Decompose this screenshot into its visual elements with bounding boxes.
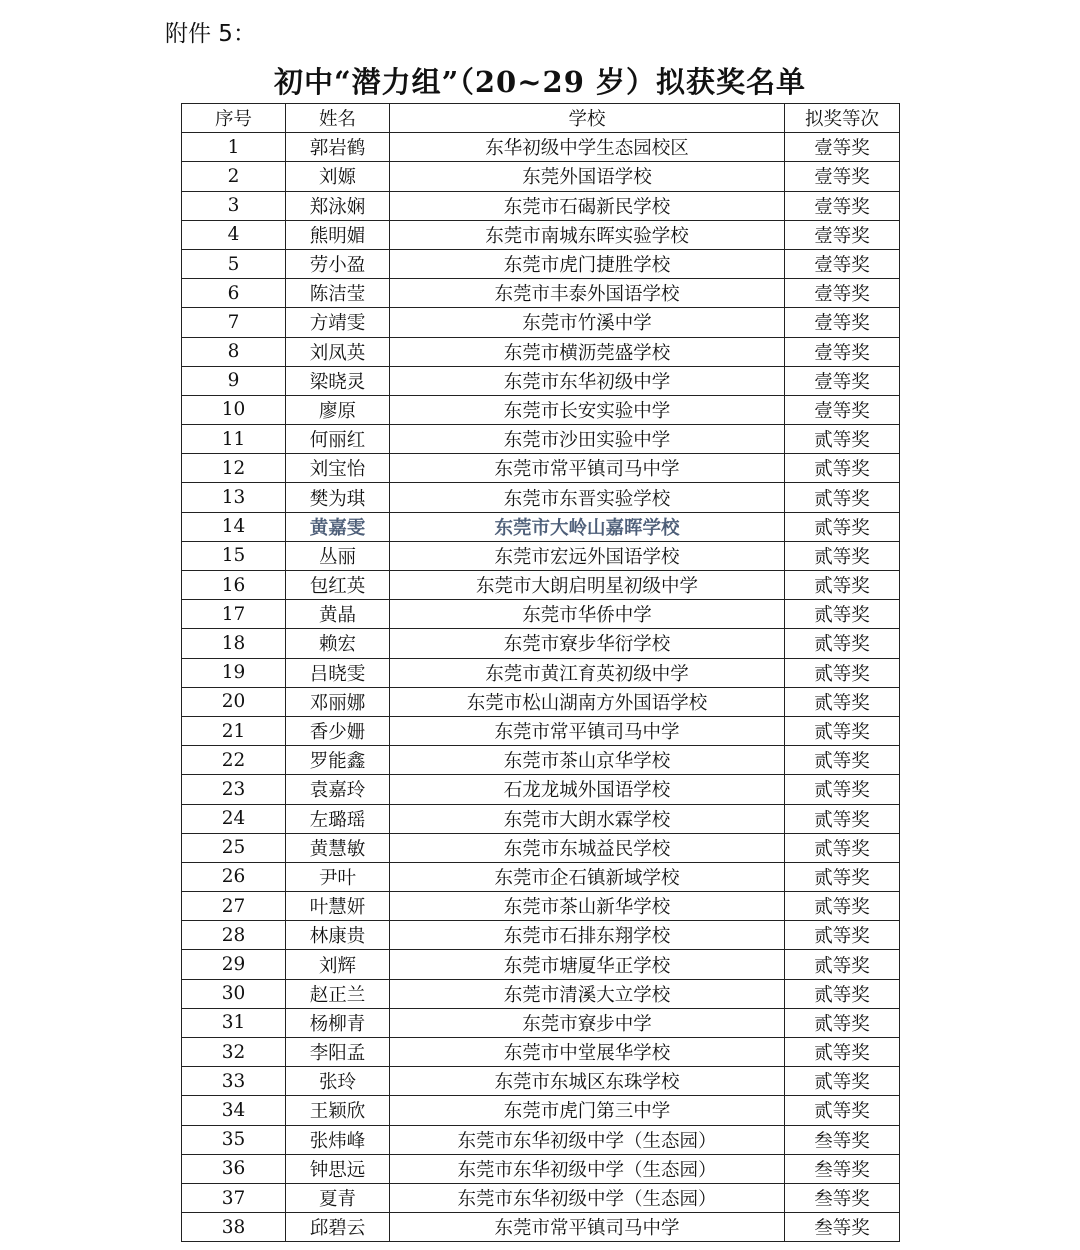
- row-award: 贰等奖: [785, 425, 900, 454]
- row-school: 东莞市石排东翔学校: [390, 921, 785, 950]
- row-name: 赵正兰: [286, 979, 390, 1008]
- row-award: 贰等奖: [785, 716, 900, 745]
- row-school: 东莞市横沥莞盛学校: [390, 337, 785, 366]
- row-name: 郑泳娴: [286, 191, 390, 220]
- row-number: 12: [182, 454, 286, 483]
- row-award: 壹等奖: [785, 337, 900, 366]
- row-number: 24: [182, 804, 286, 833]
- row-number: 18: [182, 629, 286, 658]
- row-award: 壹等奖: [785, 366, 900, 395]
- table-row: [182, 454, 900, 483]
- row-award: 壹等奖: [785, 133, 900, 162]
- row-school: 东莞市东华初级中学: [390, 366, 785, 395]
- row-number: 13: [182, 483, 286, 512]
- row-number: 33: [182, 1067, 286, 1096]
- table-row: [182, 541, 900, 570]
- row-number: 38: [182, 1213, 286, 1242]
- table-row: [182, 220, 900, 249]
- row-name: 罗能鑫: [286, 746, 390, 775]
- row-name: 梁晓灵: [286, 366, 390, 395]
- row-name: 张玲: [286, 1067, 390, 1096]
- row-number: 36: [182, 1154, 286, 1183]
- row-name: 刘辉: [286, 950, 390, 979]
- row-number: 10: [182, 395, 286, 424]
- row-school: 东莞市东晋实验学校: [390, 483, 785, 512]
- table-row: [182, 1096, 900, 1125]
- row-school: 东莞市竹溪中学: [390, 308, 785, 337]
- row-number: 4: [182, 220, 286, 249]
- table-row: [182, 1067, 900, 1096]
- row-number: 34: [182, 1096, 286, 1125]
- row-school: 东莞市华侨中学: [390, 600, 785, 629]
- row-award: 贰等奖: [785, 629, 900, 658]
- row-award: 贰等奖: [785, 600, 900, 629]
- table-row: [182, 279, 900, 308]
- row-name: 廖原: [286, 395, 390, 424]
- row-name: 方靖雯: [286, 308, 390, 337]
- row-name: 尹叶: [286, 862, 390, 891]
- row-number: 8: [182, 337, 286, 366]
- row-number: 1: [182, 133, 286, 162]
- row-award: 贰等奖: [785, 979, 900, 1008]
- row-name: 郭岩鹤: [286, 133, 390, 162]
- row-name: 香少姗: [286, 716, 390, 745]
- row-award: 壹等奖: [785, 279, 900, 308]
- row-school: 东莞市丰泰外国语学校: [390, 279, 785, 308]
- table-row: [182, 571, 900, 600]
- row-school: 石龙龙城外国语学校: [390, 775, 785, 804]
- table-row: [182, 921, 900, 950]
- row-number: 35: [182, 1125, 286, 1154]
- row-award: 贰等奖: [785, 892, 900, 921]
- row-award: 贰等奖: [785, 483, 900, 512]
- row-number: 7: [182, 308, 286, 337]
- table-row: [182, 746, 900, 775]
- row-school: 东莞市松山湖南方外国语学校: [390, 687, 785, 716]
- table-row: [182, 1183, 900, 1212]
- row-school: 东莞市沙田实验中学: [390, 425, 785, 454]
- row-award: 贰等奖: [785, 541, 900, 570]
- row-award: 贰等奖: [785, 833, 900, 862]
- row-school: 东莞市东华初级中学（生态园）: [390, 1125, 785, 1154]
- row-school: 东莞市东华初级中学（生态园）: [390, 1183, 785, 1212]
- row-number: 3: [182, 191, 286, 220]
- row-school: 东莞市东城益民学校: [390, 833, 785, 862]
- row-award: 壹等奖: [785, 220, 900, 249]
- column-header-name: 姓名: [286, 104, 390, 133]
- row-number: 20: [182, 687, 286, 716]
- row-award: 壹等奖: [785, 395, 900, 424]
- row-name: 赖宏: [286, 629, 390, 658]
- row-school: 东莞市虎门捷胜学校: [390, 249, 785, 278]
- row-number: 28: [182, 921, 286, 950]
- row-name: 黄嘉雯: [286, 512, 390, 541]
- row-name: 刘宝怡: [286, 454, 390, 483]
- table-row: [182, 862, 900, 891]
- row-award: 贰等奖: [785, 1038, 900, 1067]
- row-number: 30: [182, 979, 286, 1008]
- row-school: 东莞市东华初级中学（生态园）: [390, 1154, 785, 1183]
- row-name: 刘嫄: [286, 162, 390, 191]
- column-header-number: 序号: [182, 104, 286, 133]
- table-row: [182, 687, 900, 716]
- row-name: 李阳孟: [286, 1038, 390, 1067]
- row-name: 袁嘉玲: [286, 775, 390, 804]
- row-award: 贰等奖: [785, 746, 900, 775]
- table-row: [182, 425, 900, 454]
- table-row: [182, 366, 900, 395]
- table-row: [182, 1213, 900, 1242]
- row-number: 23: [182, 775, 286, 804]
- row-school: 东莞市中堂展华学校: [390, 1038, 785, 1067]
- row-award: 叁等奖: [785, 1125, 900, 1154]
- row-number: 15: [182, 541, 286, 570]
- row-name: 陈洁莹: [286, 279, 390, 308]
- table-row: [182, 133, 900, 162]
- row-school: 东莞市黄江育英初级中学: [390, 658, 785, 687]
- row-school: 东华初级中学生态园校区: [390, 133, 785, 162]
- row-number: 2: [182, 162, 286, 191]
- row-award: 贰等奖: [785, 921, 900, 950]
- row-name: 包红英: [286, 571, 390, 600]
- row-name: 杨柳青: [286, 1008, 390, 1037]
- row-school: 东莞市石碣新民学校: [390, 191, 785, 220]
- table-row: [182, 1154, 900, 1183]
- row-school: 东莞外国语学校: [390, 162, 785, 191]
- row-number: 5: [182, 249, 286, 278]
- row-name: 丛丽: [286, 541, 390, 570]
- row-award: 贰等奖: [785, 454, 900, 483]
- table-row: [182, 1125, 900, 1154]
- column-header-award: 拟奖等次: [785, 104, 900, 133]
- table-row: [182, 1008, 900, 1037]
- row-award: 壹等奖: [785, 249, 900, 278]
- row-name: 钟思远: [286, 1154, 390, 1183]
- table-row: [182, 483, 900, 512]
- table-row: [182, 833, 900, 862]
- row-award: 壹等奖: [785, 308, 900, 337]
- row-school: 东莞市宏远外国语学校: [390, 541, 785, 570]
- row-number: 37: [182, 1183, 286, 1212]
- row-name: 熊明媚: [286, 220, 390, 249]
- attachment-label: 附件 5：: [165, 21, 256, 47]
- table-row: [182, 191, 900, 220]
- award-list-table: [181, 103, 900, 1242]
- row-name: 王颖欣: [286, 1096, 390, 1125]
- row-award: 贰等奖: [785, 1008, 900, 1037]
- row-school: 东莞市常平镇司马中学: [390, 716, 785, 745]
- row-school: 东莞市清溪大立学校: [390, 979, 785, 1008]
- table-row: [182, 629, 900, 658]
- row-award: 壹等奖: [785, 191, 900, 220]
- table-row: [182, 337, 900, 366]
- row-award: 贰等奖: [785, 658, 900, 687]
- table-row: [182, 950, 900, 979]
- row-award: 贰等奖: [785, 862, 900, 891]
- page-title: 初中“潜力组”（20~29 岁）拟获奖名单: [274, 65, 806, 99]
- row-name: 夏青: [286, 1183, 390, 1212]
- row-school: 东莞市塘厦华正学校: [390, 950, 785, 979]
- row-number: 11: [182, 425, 286, 454]
- row-award: 贰等奖: [785, 571, 900, 600]
- row-award: 贰等奖: [785, 950, 900, 979]
- row-number: 16: [182, 571, 286, 600]
- table-row: [182, 249, 900, 278]
- row-number: 19: [182, 658, 286, 687]
- column-header-school: 学校: [390, 104, 785, 133]
- row-award: 贰等奖: [785, 775, 900, 804]
- row-name: 黄晶: [286, 600, 390, 629]
- row-school: 东莞市长安实验中学: [390, 395, 785, 424]
- table-row: [182, 308, 900, 337]
- row-school: 东莞市东城区东珠学校: [390, 1067, 785, 1096]
- row-school: 东莞市常平镇司马中学: [390, 454, 785, 483]
- row-school: 东莞市大岭山嘉晖学校: [390, 512, 785, 541]
- table-row: [182, 804, 900, 833]
- row-number: 32: [182, 1038, 286, 1067]
- row-school: 东莞市南城东晖实验学校: [390, 220, 785, 249]
- row-school: 东莞市寮步华衍学校: [390, 629, 785, 658]
- row-school: 东莞市企石镇新域学校: [390, 862, 785, 891]
- table-row: [182, 979, 900, 1008]
- row-school: 东莞市寮步中学: [390, 1008, 785, 1037]
- table-row: [182, 658, 900, 687]
- row-school: 东莞市茶山京华学校: [390, 746, 785, 775]
- row-name: 林康贵: [286, 921, 390, 950]
- row-name: 何丽红: [286, 425, 390, 454]
- row-award: 贰等奖: [785, 1067, 900, 1096]
- row-name: 劳小盈: [286, 249, 390, 278]
- row-school: 东莞市大朗启明星初级中学: [390, 571, 785, 600]
- row-award: 贰等奖: [785, 804, 900, 833]
- table-header-row: [182, 104, 900, 133]
- row-school: 东莞市大朗水霖学校: [390, 804, 785, 833]
- row-name: 邱碧云: [286, 1213, 390, 1242]
- row-number: 25: [182, 833, 286, 862]
- row-award: 贰等奖: [785, 687, 900, 716]
- table-row: [182, 395, 900, 424]
- row-name: 吕晓雯: [286, 658, 390, 687]
- row-school: 东莞市虎门第三中学: [390, 1096, 785, 1125]
- row-number: 14: [182, 512, 286, 541]
- row-number: 9: [182, 366, 286, 395]
- table-row: [182, 600, 900, 629]
- row-award: 叁等奖: [785, 1154, 900, 1183]
- table-row: [182, 892, 900, 921]
- row-school: 东莞市常平镇司马中学: [390, 1213, 785, 1242]
- table-row: [182, 512, 900, 541]
- row-name: 樊为琪: [286, 483, 390, 512]
- row-school: 东莞市茶山新华学校: [390, 892, 785, 921]
- row-number: 17: [182, 600, 286, 629]
- table-row: [182, 1038, 900, 1067]
- row-name: 邓丽娜: [286, 687, 390, 716]
- table-row: [182, 162, 900, 191]
- table-row: [182, 716, 900, 745]
- row-number: 6: [182, 279, 286, 308]
- row-name: 黄慧敏: [286, 833, 390, 862]
- row-award: 贰等奖: [785, 512, 900, 541]
- row-award: 叁等奖: [785, 1183, 900, 1212]
- row-number: 31: [182, 1008, 286, 1037]
- row-award: 壹等奖: [785, 162, 900, 191]
- row-number: 21: [182, 716, 286, 745]
- row-number: 29: [182, 950, 286, 979]
- table-row: [182, 775, 900, 804]
- row-name: 张炜峰: [286, 1125, 390, 1154]
- row-number: 22: [182, 746, 286, 775]
- row-number: 26: [182, 862, 286, 891]
- row-award: 贰等奖: [785, 1096, 900, 1125]
- row-award: 叁等奖: [785, 1213, 900, 1242]
- row-name: 叶慧妍: [286, 892, 390, 921]
- row-number: 27: [182, 892, 286, 921]
- row-name: 左璐瑶: [286, 804, 390, 833]
- row-name: 刘凤英: [286, 337, 390, 366]
